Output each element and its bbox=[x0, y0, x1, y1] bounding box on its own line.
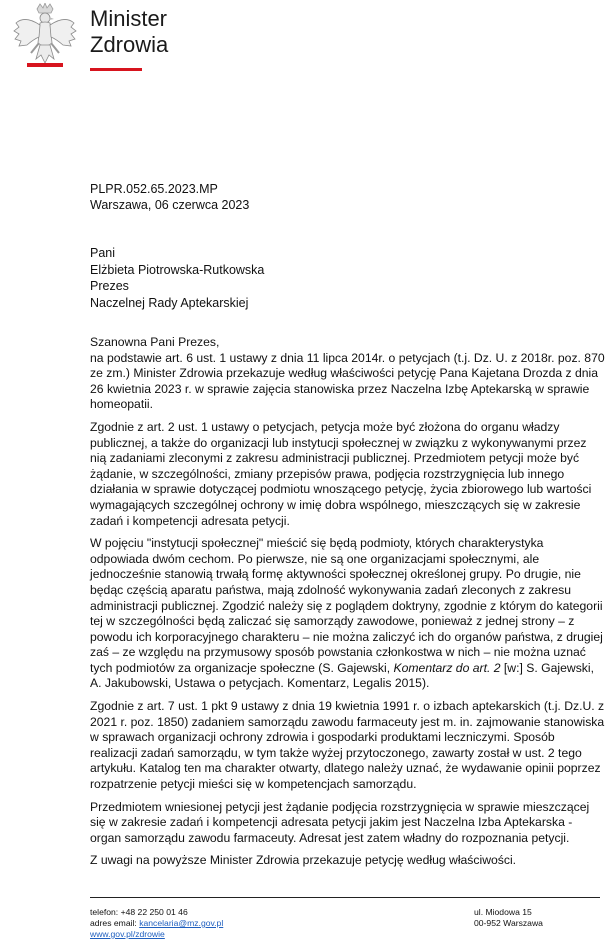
paragraph-2: Zgodnie z art. 2 ust. 1 ustawy o petycjach, petycja może być złożona do organu władzy publicznej, a także do organizacji lub instytucji społecznej w związku z wykonywanymi przez nią zadaniami zleconymi z zakresu administracji publicznej. Przedmiotem petycji może być żądanie, w szczególności, zmiany przepisów prawa, podjęcia rozstrzygnięcia lub innego działania w sprawie dotyczącej podmiotu wnoszącego petycję, życia zbiorowego lub wartości wymagających szczególnej ochrony w imię dobra wspólnego, mieszczących się w zakresie zadań i kompetencji adresata petycji. bbox=[90, 419, 592, 528]
addressee-line-1: Pani bbox=[90, 246, 116, 260]
paragraph-6: Z uwagi na powyższe Minister Zdrowia przekazuje petycję według właściwości. bbox=[90, 853, 517, 868]
footer-contact bbox=[90, 907, 223, 940]
footer-email-label: adres email: bbox=[90, 918, 140, 928]
addressee-line-4: Naczelnej Rady Aptekarskiej bbox=[90, 295, 249, 310]
footer-divider bbox=[90, 897, 600, 898]
reference-code: PLPR.052.65.2023.MP bbox=[90, 182, 218, 196]
footer-email-line bbox=[90, 918, 223, 929]
addressee-block bbox=[90, 245, 264, 311]
paragraph-4: Zgodnie z art. 7 ust. 1 pkt 9 ustawy z dnia 19 kwietnia 1991 r. o izbach aptekarskich (t.j. Dz.U. z 2021 r. poz. 1850) zadaniem samorządu zawodu farmaceuty jest m. in. zajmowanie stanowiska w sprawach organizacji ochrony zdrowia i gospodarki produktami leczniczymi. Sposób realizacji zadań samorządu, w tym także wyżej przytoczonego, zawarty został w ust. 2 tego artykułu. Katalog ten ma charakter otwarty, dlatego należy uznać, że wydawanie opinii poprzez rozpatrzenie petycji mieści się w kompetencjach samorządu. bbox=[90, 699, 605, 792]
salutation: Szanowna Pani Prezes, bbox=[90, 335, 220, 349]
brand-line-1: Minister bbox=[90, 6, 168, 31]
footer-address bbox=[474, 907, 543, 929]
paragraph-5: Przedmiotem wniesionej petycji jest żądanie podjęcia rozstrzygnięcia w sprawie mieszczącej się w zakresie zadań i kompetencji adresata petycji jakim jest Naczelna Izba Aptekarska - organ samorządu zawodu farmaceuty. Adresat jest zatem władny do rozpoznania petycji. bbox=[90, 799, 590, 845]
paragraph-3-part-b: [w:] S. Gajewski, A. Jakubowski, Ustawa o petycjach. Komentarz, Legalis 2015). bbox=[90, 660, 594, 691]
footer-postal: 00-952 Warszawa bbox=[474, 918, 543, 928]
brand-red-rule bbox=[90, 68, 142, 71]
brand-line-2: Zdrowia bbox=[90, 32, 169, 57]
footer-street: ul. Miodowa 15 bbox=[474, 907, 532, 917]
email-link[interactable]: kancelaria@mz.gov.pl bbox=[139, 918, 224, 928]
ministry-name bbox=[90, 6, 168, 58]
paragraph-3 bbox=[90, 536, 605, 692]
place-date: Warszawa, 06 czerwca 2023 bbox=[90, 198, 250, 212]
website-link[interactable]: www.gov.pl/zdrowie bbox=[90, 929, 165, 939]
paragraph-1: na podstawie art. 6 ust. 1 ustawy z dnia 11 lipca 2014r. o petycjach (t.j. Dz. U. z 2018r. poz. 870 ze zm.) Minister Zdrowia przekazuje według właściwości petycję Pana Kajetana Drozda z dnia 26 kwietnia 2023 r. w sprawie zajęcia stanowiska przez Naczelna Izbę Aptekarską w sprawie homeopatii. bbox=[90, 350, 605, 412]
footer-phone: telefon: +48 22 250 01 46 bbox=[90, 907, 188, 917]
addressee-line-3: Prezes bbox=[90, 279, 129, 293]
reference-block bbox=[90, 181, 249, 213]
letter-body bbox=[90, 335, 605, 876]
polish-eagle-emblem-icon bbox=[10, 3, 80, 73]
commentary-title: Komentarz do art. 2 bbox=[393, 660, 501, 675]
paragraph-3-part-a: W pojęciu "instytucji społecznej" mieścić się będą podmioty, których charakterystyka odpowiada dwóm cechom. Po pierwsze, nie są one organizacjami społecznymi, ale jednocześnie stanowią trwałą formę aktywności społecznej określonej grupy. Po drugie, nie będąc częścią aparatu państwa, mają zdolność wykonywania zadań zleconych z zakresu administracji publicznej. Zgodzić należy się z poglądem doktryny, zgodnie z którym do kategorii tej w szczególności będą zaliczać się samorządy zawodowe, ponieważ z jednej strony – z powodu ich korporacyjnego charakteru – nie można zaliczyć ich do organów państwa, z drugiej zaś – ze względu na przymusowy sposób powstania członkostwa w nich – nie można uznać tych podmiotów za organizacje społeczne (S. Gajewski, bbox=[90, 536, 603, 675]
addressee-line-2: Elżbieta Piotrowska-Rutkowska bbox=[90, 262, 265, 277]
